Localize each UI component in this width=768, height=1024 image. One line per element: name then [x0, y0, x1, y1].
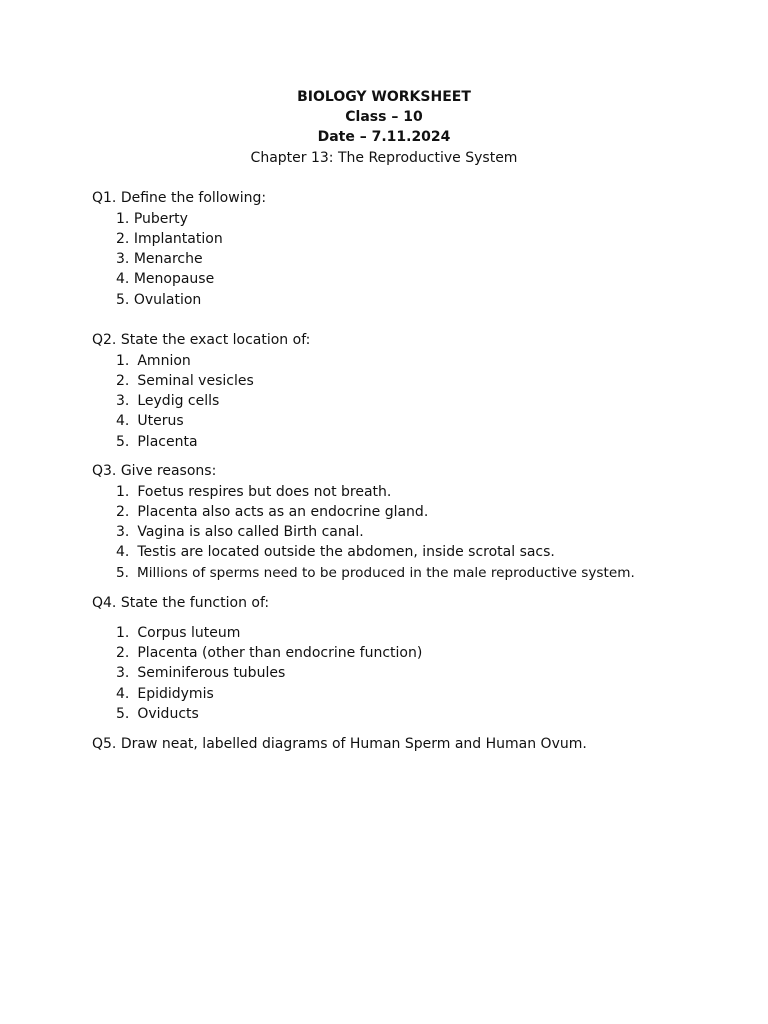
item-number: 2.: [116, 504, 130, 520]
q3-prompt: Q3. Give reasons:: [92, 463, 217, 479]
item-text: Seminiferous tubules: [137, 665, 286, 681]
item-number: 2.: [116, 645, 130, 661]
item-number: 2.: [116, 231, 130, 247]
item-number: 1.: [116, 353, 130, 369]
item-text: Placenta (other than endocrine function): [137, 645, 423, 661]
list-item: [116, 290, 201, 310]
list-item: [116, 432, 198, 452]
item-text: Leydig cells: [137, 393, 220, 409]
item-text: Seminal vesicles: [137, 373, 254, 389]
list-item: [116, 704, 199, 724]
q4-prompt: Q4. State the function of:: [92, 595, 270, 611]
item-number: 4.: [116, 271, 130, 287]
item-text: Amnion: [137, 353, 191, 369]
item-text: Testis are located outside the abdomen, inside scrotal sacs.: [137, 544, 555, 560]
item-text: Placenta also acts as an endocrine gland.: [137, 504, 429, 520]
item-text: Millions of sperms need to be produced in the male reproductive system.: [136, 565, 635, 581]
item-text: Epididymis: [137, 686, 214, 702]
item-text: Ovulation: [133, 292, 202, 308]
item-number: 4.: [116, 686, 130, 702]
date-line: Date – 7.11.2024: [317, 129, 451, 145]
list-item: [116, 522, 364, 542]
item-number: 4.: [116, 544, 130, 560]
item-text: Puberty: [133, 211, 188, 227]
item-number: 3.: [116, 251, 130, 267]
list-item: [116, 643, 422, 663]
item-text: Foetus respires but does not breath.: [137, 484, 392, 500]
class-line: Class – 10: [345, 109, 423, 125]
worksheet-title: BIOLOGY WORKSHEET: [297, 89, 471, 105]
item-number: 2.: [116, 373, 130, 389]
list-item: [116, 229, 223, 249]
list-item: [116, 371, 254, 391]
list-item: [116, 209, 188, 229]
q2-prompt: Q2. State the exact location of:: [92, 332, 311, 348]
list-item: [116, 482, 391, 502]
chapter-title: Chapter 13: The Reproductive System: [250, 150, 518, 166]
list-item: [116, 663, 285, 683]
list-item: [116, 623, 240, 643]
q5-prompt: Q5. Draw neat, labelled diagrams of Human Sperm and Human Ovum.: [92, 736, 587, 752]
list-item: [116, 502, 428, 522]
item-text: Implantation: [133, 231, 223, 247]
item-number: 4.: [116, 413, 130, 429]
list-item: [116, 411, 184, 431]
list-item: [116, 542, 555, 562]
item-text: Corpus luteum: [137, 625, 241, 641]
item-number: 3.: [116, 393, 130, 409]
item-number: 3.: [116, 524, 130, 540]
item-text: Uterus: [137, 413, 184, 429]
item-text: Placenta: [137, 434, 198, 450]
list-item: [116, 563, 635, 583]
item-number: 5.: [116, 565, 129, 581]
item-number: 5.: [116, 434, 130, 450]
item-text: Menarche: [133, 251, 203, 267]
list-item: [116, 351, 191, 371]
list-item: [116, 391, 219, 411]
item-number: 1.: [116, 484, 130, 500]
item-number: 5.: [116, 292, 130, 308]
item-number: 1.: [116, 625, 130, 641]
item-number: 3.: [116, 665, 130, 681]
item-text: Oviducts: [137, 706, 199, 722]
item-text: Vagina is also called Birth canal.: [137, 524, 364, 540]
list-item: [116, 249, 203, 269]
item-number: 1.: [116, 211, 130, 227]
item-number: 5.: [116, 706, 130, 722]
q1-prompt: Q1. Define the following:: [92, 190, 267, 206]
list-item: [116, 684, 214, 704]
item-text: Menopause: [133, 271, 215, 287]
list-item: [116, 269, 214, 289]
